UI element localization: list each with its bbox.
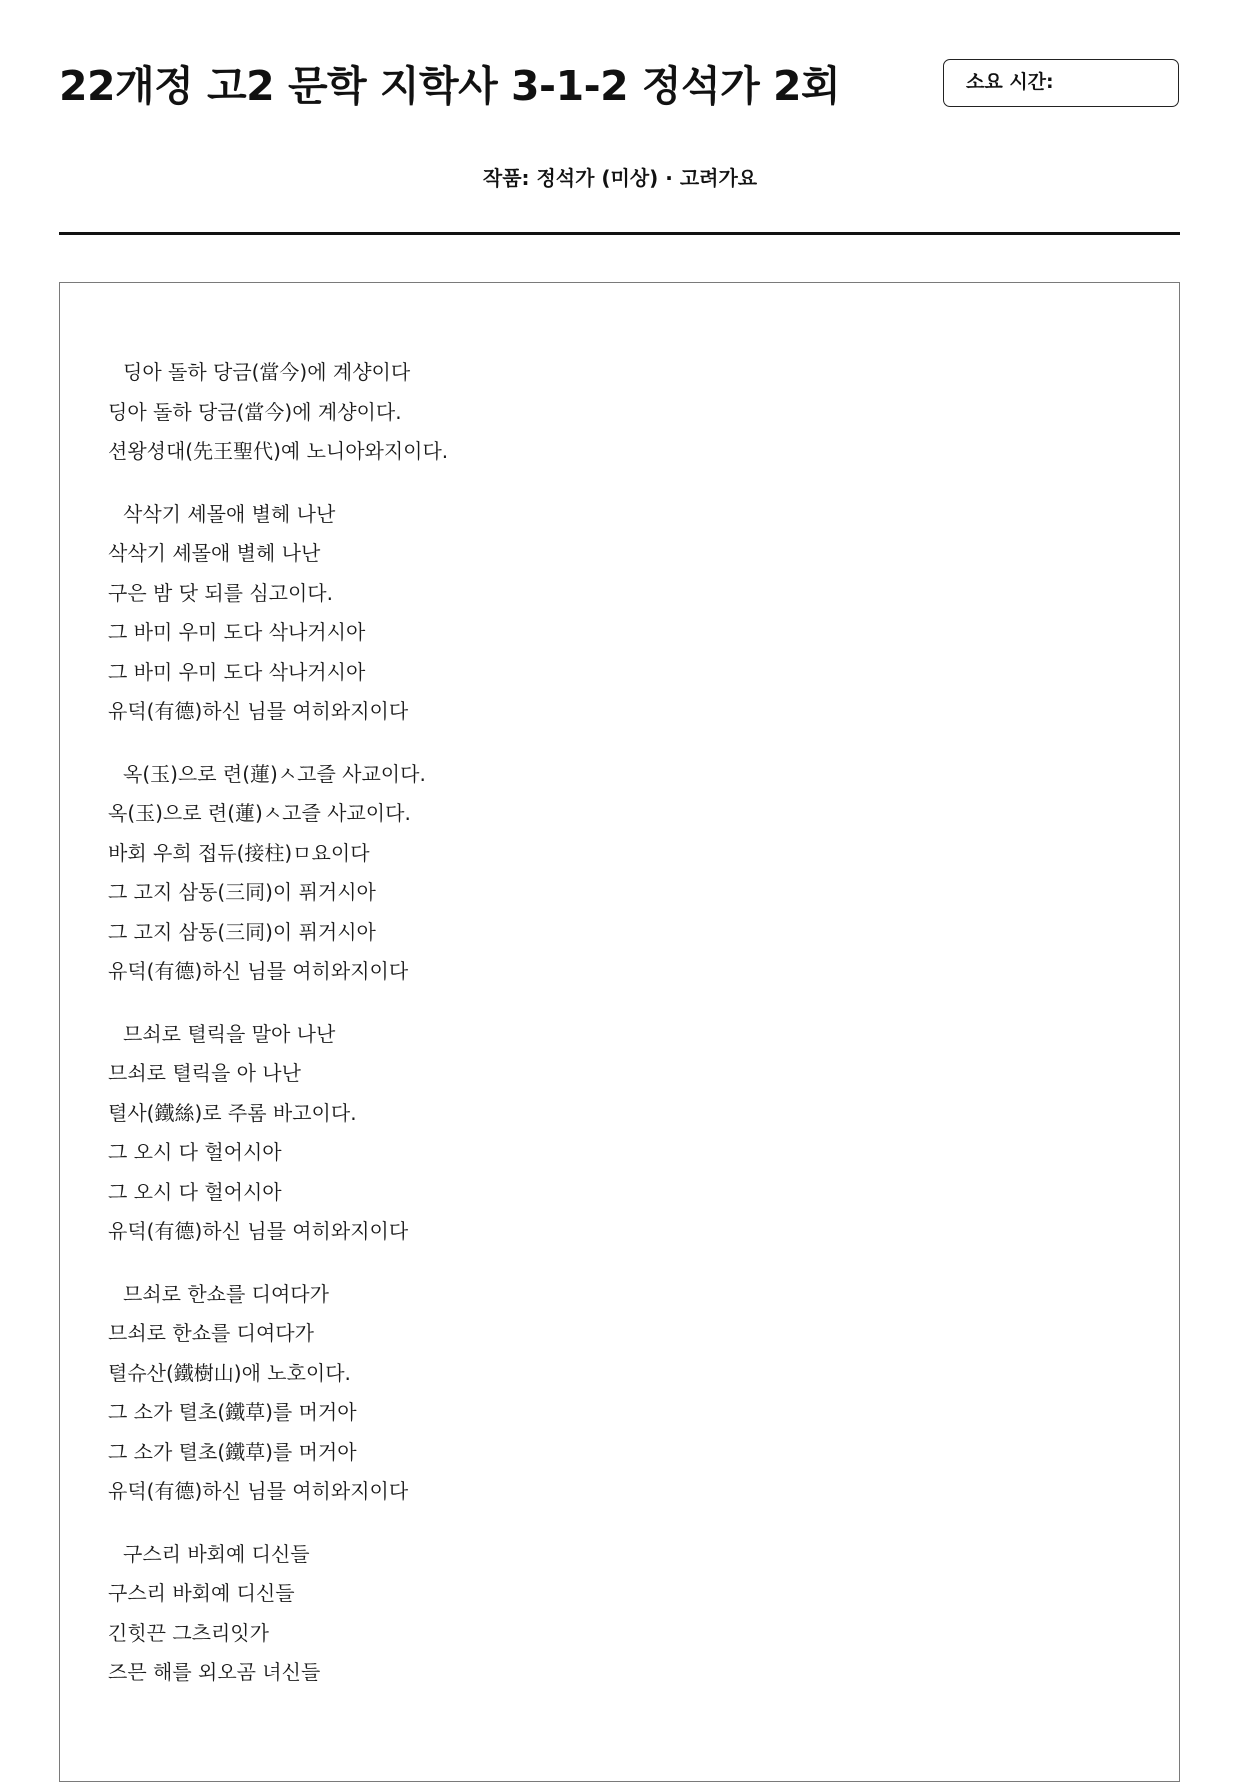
poem-line: 므쇠로 한쇼를 디여다가 <box>123 1281 329 1306</box>
poem-line: 텰슈산(鐵樹山)애 노호이다. <box>108 1360 351 1385</box>
poem-line: 구스리 바회예 디신들 <box>123 1541 310 1566</box>
poem-line: 딩아 돌하 당금(當今)에 계샹이다. <box>108 399 402 424</box>
poem-line: 그 소가 텰초(鐵草)를 머거아 <box>108 1400 357 1424</box>
poem-line: 삭삭기 셰몰애 별헤 나난 <box>108 541 321 565</box>
passage-box <box>59 282 1180 1782</box>
poem-line: 그 소가 텰초(鐵草)를 머거아 <box>108 1439 357 1464</box>
poem-line: 구스리 바회예 디신들 <box>108 1581 295 1605</box>
poem-line: 그 바미 우미 도다 삭나거시아 <box>108 659 366 684</box>
poem-text <box>108 353 448 1716</box>
page-title: 22개정 고2 문학 지학사 3-1-2 정석가 2회 <box>59 62 841 110</box>
stanza <box>108 353 448 472</box>
poem-line: 그 고지 삼동(三同)이 퓌거시아 <box>108 880 376 904</box>
poem-line: 그 오시 다 헐어시아 <box>108 1179 282 1204</box>
stanza <box>108 755 448 992</box>
poem-line: 므쇠로 텰릭을 아 나난 <box>108 1061 301 1085</box>
time-label: 소요 시간: <box>966 71 1054 93</box>
poem-line: 딩아 돌하 당금(當今)에 계샹이다 <box>123 360 411 384</box>
poem-line: 구은 밤 닷 되를 심고이다. <box>108 580 333 605</box>
poem-line: 바회 우희 접듀(接柱)ㅁ요이다 <box>108 840 370 865</box>
poem-line: 옥(玉)으로 련(蓮)ㅅ고즐 사교이다. <box>123 761 426 786</box>
stanza <box>108 1535 448 1693</box>
poem-line: 션왕셩대(先王聖代)예 노니아와지이다. <box>108 439 449 463</box>
poem-line: 유덕(有德)하신 님믈 여히와지이다 <box>108 959 409 983</box>
poem-line: 그 바미 우미 도다 삭나거시아 <box>108 620 366 644</box>
poem-line: 옥(玉)으로 련(蓮)ㅅ고즐 사교이다. <box>108 801 411 825</box>
poem-line: 유덕(有德)하신 님믈 여히와지이다 <box>108 1219 409 1243</box>
work-subtitle: 작품: 정석가 (미상) · 고려가요 <box>482 166 758 190</box>
poem-line: 유덕(有德)하신 님믈 여히와지이다 <box>108 699 409 723</box>
stanza <box>108 495 448 732</box>
poem-line: 므쇠로 한쇼를 디여다가 <box>108 1321 314 1345</box>
stanza <box>108 1275 448 1512</box>
poem-line: 긴힛끈 그츠리잇가 <box>108 1620 269 1645</box>
poem-line: 삭삭기 셰몰애 별헤 나난 <box>123 501 336 526</box>
poem-line: 즈믄 해를 외오곰 녀신들 <box>108 1660 321 1684</box>
stanza <box>108 1015 448 1252</box>
header-divider <box>59 232 1180 235</box>
poem-line: 므쇠로 텰릭을 말아 나난 <box>123 1021 336 1046</box>
poem-line: 텰사(鐵絲)로 주롬 바고이다. <box>108 1100 357 1125</box>
poem-line: 그 오시 다 헐어시아 <box>108 1140 282 1164</box>
time-field[interactable] <box>943 59 1179 107</box>
poem-line: 유덕(有德)하신 님믈 여히와지이다 <box>108 1479 409 1503</box>
poem-line: 그 고지 삼동(三同)이 퓌거시아 <box>108 919 376 944</box>
